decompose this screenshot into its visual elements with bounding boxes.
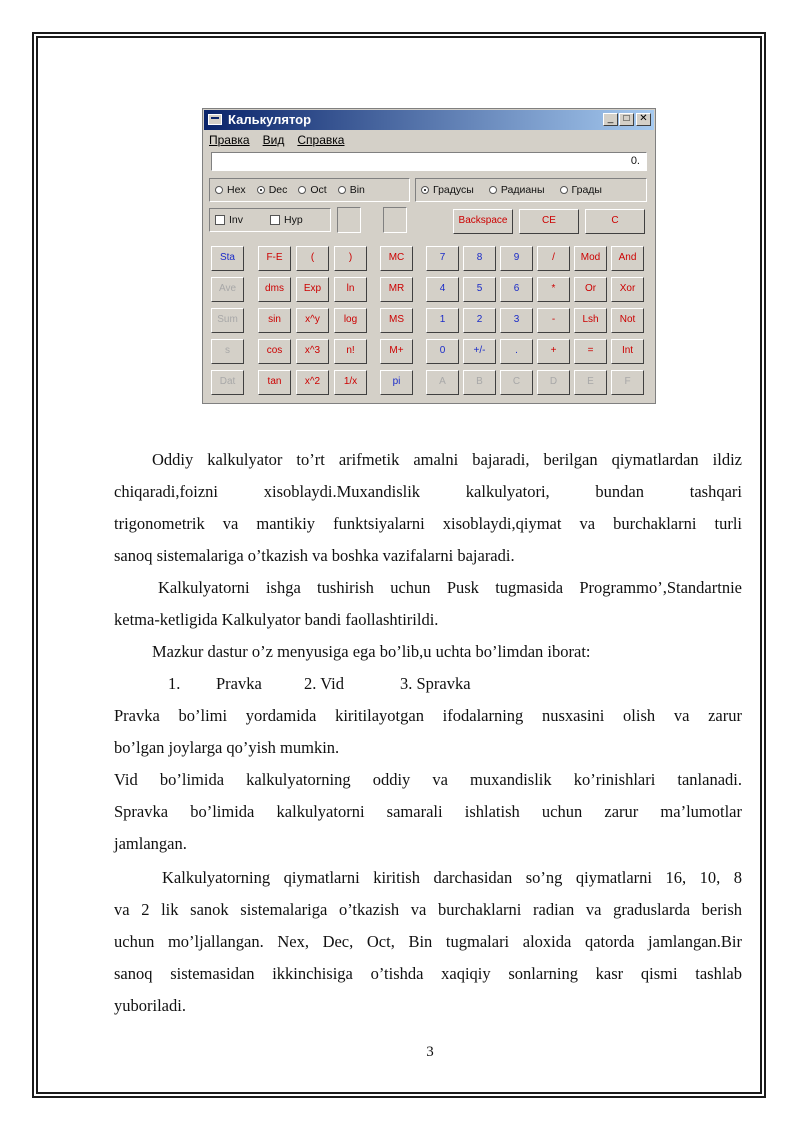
- key-hex-c[interactable]: C: [500, 370, 533, 395]
- minimize-button[interactable]: _: [603, 113, 618, 126]
- key-tan[interactable]: tan: [258, 370, 291, 395]
- text-line: va 2 lik sanok sistemalariga o’tkazish va burchaklarni radian va graduslarda berish: [114, 900, 742, 919]
- key-xor[interactable]: Xor: [611, 277, 644, 302]
- key-cos[interactable]: cos: [258, 339, 291, 364]
- paragraph-2: [114, 572, 742, 636]
- text-line: Mazkur dastur o’z menyusiga ega bo’lib,u uchta bo’limdan iborat:: [152, 642, 591, 661]
- key-ave[interactable]: Ave: [211, 277, 244, 302]
- key-equals[interactable]: =: [574, 339, 607, 364]
- paragraph-3: [114, 636, 742, 668]
- radio-dec[interactable]: [257, 184, 288, 196]
- key-sign[interactable]: +/-: [463, 339, 496, 364]
- radio-degrees[interactable]: [421, 184, 474, 196]
- text-line: yuboriladi.: [114, 996, 186, 1015]
- key-dat[interactable]: Dat: [211, 370, 244, 395]
- text-line: chiqaradi,foizni xisoblaydi.Muxandislik kalkulyatori, bundan tashqari: [114, 482, 742, 501]
- key-dms[interactable]: dms: [258, 277, 291, 302]
- number-system-group: [209, 178, 410, 202]
- key-lparen[interactable]: (: [296, 246, 329, 271]
- radio-dec-label: Dec: [268, 184, 288, 196]
- radio-grads-label: Грады: [571, 184, 602, 196]
- key-decimal[interactable]: .: [500, 339, 533, 364]
- key-hex-a[interactable]: A: [426, 370, 459, 395]
- key-or[interactable]: Or: [574, 277, 607, 302]
- key-s[interactable]: s: [211, 339, 244, 364]
- key-2[interactable]: 2: [463, 308, 496, 333]
- key-rparen[interactable]: ): [334, 246, 367, 271]
- calculator-app-icon: [208, 114, 222, 125]
- paragraph-5: [114, 764, 742, 860]
- text-line: Vid bo’limida kalkulyatorning oddiy va muxandislik ko’rinishlari tanlanadi.: [114, 770, 742, 789]
- key-9[interactable]: 9: [500, 246, 533, 271]
- checkbox-inv[interactable]: [215, 214, 243, 226]
- key-factorial[interactable]: n!: [334, 339, 367, 364]
- list-item: 3. Spravka: [400, 674, 471, 693]
- title-bar: [204, 110, 654, 130]
- clear-entry-button[interactable]: CE: [519, 209, 579, 234]
- inv-hyp-group: [209, 208, 331, 232]
- key-7[interactable]: 7: [426, 246, 459, 271]
- text-line: Spravka bo’limida kalkulyatorni samarali ishlatish uchun zarur ma’lumotlar: [114, 802, 742, 821]
- key-mod[interactable]: Mod: [574, 246, 607, 271]
- paragraph-1: [114, 444, 742, 572]
- radio-bin[interactable]: [338, 184, 365, 196]
- key-0[interactable]: 0: [426, 339, 459, 364]
- radio-hex-label: Hex: [227, 184, 246, 196]
- checkbox-icon: [215, 215, 225, 225]
- key-hex-d[interactable]: D: [537, 370, 570, 395]
- radio-radians[interactable]: [489, 184, 545, 196]
- radio-icon: [215, 186, 223, 194]
- radio-selected-icon: [421, 186, 429, 194]
- menu-spravka[interactable]: Справка: [297, 133, 345, 147]
- text-line: bo’lgan joylarga qo’yish mumkin.: [114, 738, 340, 757]
- menu-pravka[interactable]: Правка: [209, 133, 250, 147]
- text-line: ketma-ketligida Kalkulyator bandi faollashtirildi.: [114, 610, 439, 629]
- text-line: Oddiy kalkulyator to’rt arifmetik amalni bajaradi, berilgan qiymatlardan ildiz: [152, 450, 742, 469]
- key-ln[interactable]: ln: [334, 277, 367, 302]
- key-multiply[interactable]: *: [537, 277, 570, 302]
- radio-icon: [560, 186, 568, 194]
- key-divide[interactable]: /: [537, 246, 570, 271]
- radio-oct[interactable]: [298, 184, 326, 196]
- radio-oct-label: Oct: [310, 184, 327, 196]
- text-line: Kalkulyatorning qiymatlarni kiritish darchasidan so’ng qiymatlarni 16, 10, 8: [162, 868, 742, 887]
- list-item: 2. Vid: [304, 674, 344, 693]
- key-1[interactable]: 1: [426, 308, 459, 333]
- list-number: 1.: [168, 674, 181, 693]
- menu-list: [114, 668, 742, 700]
- key-8[interactable]: 8: [463, 246, 496, 271]
- key-sta[interactable]: Sta: [211, 246, 244, 271]
- key-sum[interactable]: Sum: [211, 308, 244, 333]
- key-hex-e[interactable]: E: [574, 370, 607, 395]
- key-x-cubed[interactable]: x^3: [296, 339, 329, 364]
- radio-hex[interactable]: [215, 184, 246, 196]
- memory-indicator: [337, 207, 361, 233]
- radio-icon: [298, 186, 306, 194]
- close-button[interactable]: ✕: [636, 113, 651, 126]
- text-line: jamlangan.: [114, 834, 187, 853]
- checkbox-hyp-label: Hyp: [284, 214, 303, 226]
- menu-bar: [209, 133, 354, 149]
- key-ms[interactable]: MS: [380, 308, 413, 333]
- key-lsh[interactable]: Lsh: [574, 308, 607, 333]
- key-x-squared[interactable]: x^2: [296, 370, 329, 395]
- key-reciprocal[interactable]: 1/x: [334, 370, 367, 395]
- key-sin[interactable]: sin: [258, 308, 291, 333]
- list-item: Pravka: [216, 674, 262, 693]
- paragraph-4: [114, 700, 742, 764]
- text-line: Kalkulyatorni ishga tushirish uchun Pusk tugmasida Programmo’,Standartnie: [158, 578, 742, 597]
- paragraph-6: [114, 862, 742, 1022]
- page-number: 3: [426, 1044, 434, 1060]
- key-subtract[interactable]: -: [537, 308, 570, 333]
- window-title: Калькулятор: [228, 112, 312, 127]
- radio-radians-label: Радианы: [500, 184, 545, 196]
- text-line: trigonometrik va mantikiy funktsiyalarni xisoblaydi,qiymat va burchaklarni turli: [114, 514, 742, 533]
- key-fe[interactable]: F-E: [258, 246, 291, 271]
- calculator-display: 0.: [211, 152, 647, 171]
- key-not[interactable]: Not: [611, 308, 644, 333]
- radio-selected-icon: [257, 186, 265, 194]
- text-line: sanoq sistemalariga o’tkazish va boshka vazifalarni bajaradi.: [114, 546, 515, 565]
- key-5[interactable]: 5: [463, 277, 496, 302]
- key-hex-f[interactable]: F: [611, 370, 644, 395]
- key-exp[interactable]: Exp: [296, 277, 329, 302]
- key-6[interactable]: 6: [500, 277, 533, 302]
- key-mr[interactable]: MR: [380, 277, 413, 302]
- radio-bin-label: Bin: [349, 184, 365, 196]
- radio-icon: [489, 186, 497, 194]
- list-line: [114, 668, 742, 700]
- key-4[interactable]: 4: [426, 277, 459, 302]
- checkbox-inv-label: Inv: [229, 214, 244, 226]
- maximize-button[interactable]: □: [619, 113, 634, 126]
- key-mc[interactable]: MC: [380, 246, 413, 271]
- angle-units-group: [415, 178, 647, 202]
- checkbox-hyp[interactable]: [270, 214, 303, 226]
- key-and[interactable]: And: [611, 246, 644, 271]
- key-m-plus[interactable]: M+: [380, 339, 413, 364]
- key-add[interactable]: +: [537, 339, 570, 364]
- key-x-pow-y[interactable]: x^y: [296, 308, 329, 333]
- key-hex-b[interactable]: B: [463, 370, 496, 395]
- backspace-button[interactable]: Backspace: [453, 209, 513, 234]
- key-pi[interactable]: pi: [380, 370, 413, 395]
- radio-icon: [338, 186, 346, 194]
- text-line: sanoq sistemasidan ikkinchisiga o’tishda xaqiqiy sonlarning kasr qismi tashlab: [114, 964, 742, 983]
- key-int[interactable]: Int: [611, 339, 644, 364]
- text-line: Pravka bo’limi yordamida kiritilayotgan ifodalarning nusxasini olish va zarur: [114, 706, 742, 725]
- menu-vid[interactable]: Вид: [262, 133, 285, 147]
- radio-degrees-label: Градусы: [433, 184, 474, 196]
- clear-button[interactable]: C: [585, 209, 645, 234]
- key-3[interactable]: 3: [500, 308, 533, 333]
- key-log[interactable]: log: [334, 308, 367, 333]
- calculator-window: [202, 108, 656, 404]
- radio-grads[interactable]: [560, 184, 602, 196]
- text-line: uchun mo’ljallangan. Nex, Dec, Oct, Bin tugmalari aloxida qatorda jamlangan.Bir: [114, 932, 742, 951]
- checkbox-icon: [270, 215, 280, 225]
- parenthesis-indicator: [383, 207, 407, 233]
